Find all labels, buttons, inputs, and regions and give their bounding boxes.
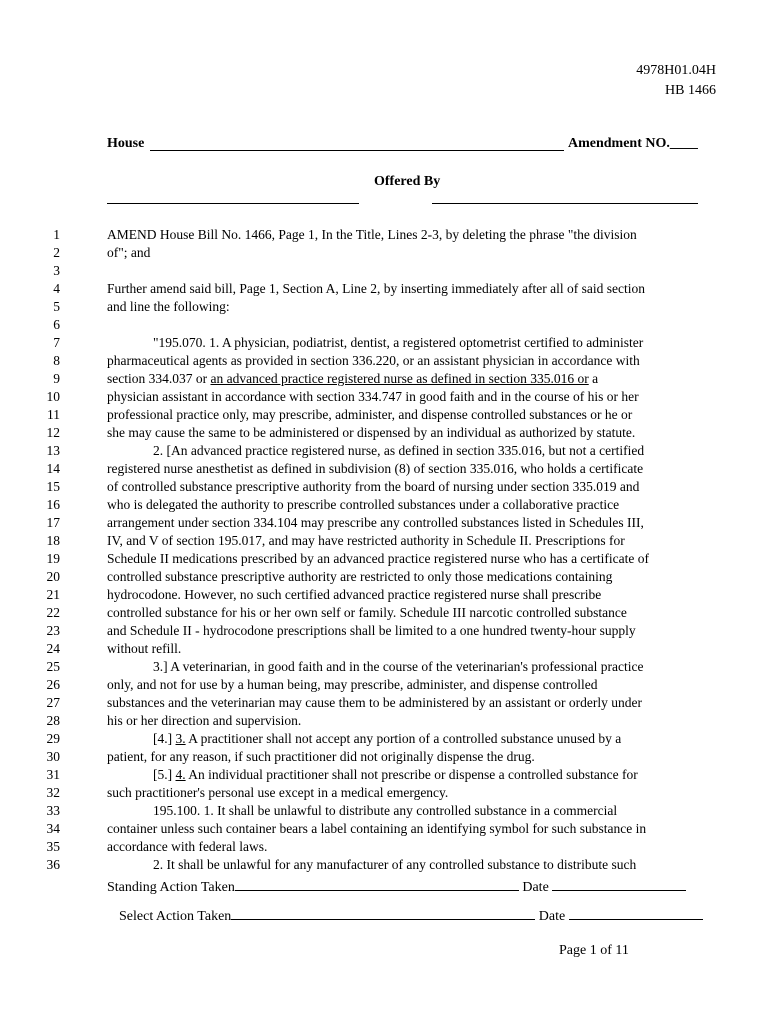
select-action-row (119, 907, 703, 925)
bill-number: HB 1466 (665, 83, 716, 98)
line-33 (0, 802, 770, 820)
amendment-number: Amendment NO.____ (568, 136, 698, 151)
line-4 (0, 280, 770, 298)
line-number: 13 (46, 443, 60, 458)
inserted-text: an advanced practice registered nurse as defined in section 335.016 or (210, 371, 589, 386)
line-text: arrangement under section 334.104 may prescribe any controlled substances listed in Schedules III, (107, 515, 644, 530)
line-text: and Schedule II - hydrocodone prescriptions shall be limited to a one hundred twenty-hour supply (107, 623, 636, 638)
line-text: and line the following: (107, 299, 230, 314)
line-number: 30 (46, 749, 60, 764)
line-text: such practitioner's personal use except in a medical emergency. (107, 785, 449, 800)
line-number: 16 (46, 497, 60, 512)
line-9 (0, 370, 770, 388)
line-number: 12 (46, 425, 60, 440)
line-number: 26 (46, 677, 60, 692)
line-number: 25 (46, 659, 60, 674)
line-text: [5.] 4. An individual practitioner shall not prescribe or dispense a controlled substance for (153, 767, 638, 782)
line-27 (0, 694, 770, 712)
line-23 (0, 622, 770, 640)
line-number: 35 (46, 839, 60, 854)
line-11 (0, 406, 770, 424)
line-number: 11 (47, 407, 60, 422)
standing-date-blank (552, 878, 686, 891)
line-number: 32 (46, 785, 60, 800)
line-14 (0, 460, 770, 478)
line-number: 6 (53, 317, 60, 332)
line-number: 3 (53, 263, 60, 278)
line-text: controlled substance prescriptive authority are restricted to only those medications containing (107, 569, 613, 584)
line-text: section 334.037 or an advanced practice registered nurse as defined in section 335.016 or a (107, 371, 599, 386)
standing-action-blank (235, 878, 519, 891)
line-number: 15 (46, 479, 60, 494)
line-text: she may cause the same to be administered or dispensed by an individual as authorized by statute. (107, 425, 636, 440)
line-6 (0, 316, 770, 334)
line-28 (0, 712, 770, 730)
line-text: registered nurse anesthetist as defined in subdivision (8) of section 335.016, who holds a certificate (107, 461, 644, 476)
standing-date-label: Date (522, 880, 549, 895)
line-number: 22 (46, 605, 60, 620)
line-18 (0, 532, 770, 550)
line-text: professional practice only, may prescribe, administer, and dispense controlled substances or he or (107, 407, 633, 422)
line-text: 3.] A veterinarian, in good faith and in the course of the veterinarian's professional practice (153, 659, 644, 674)
line-number: 4 (53, 281, 60, 296)
line-number: 17 (46, 515, 60, 530)
line-5 (0, 298, 770, 316)
line-number: 14 (46, 461, 60, 476)
line-8 (0, 352, 770, 370)
line-16 (0, 496, 770, 514)
line-2 (0, 244, 770, 262)
line-text: 2. [An advanced practice registered nurse, as defined in section 335.016, but not a certified (153, 443, 645, 458)
line-text: container unless such container bears a label containing an identifying symbol for such substance in (107, 821, 647, 836)
line-number: 2 (53, 245, 60, 260)
line-text: pharmaceutical agents as provided in section 336.220, or an assistant physician in accordance with (107, 353, 640, 368)
line-36 (0, 856, 770, 874)
line-text: only, and not for use by a human being, may prescribe, administer, and dispense controlled (107, 677, 598, 692)
line-29 (0, 730, 770, 748)
line-number: 36 (46, 857, 60, 872)
line-19 (0, 550, 770, 568)
line-10 (0, 388, 770, 406)
line-text: physician assistant in accordance with section 334.747 in good faith and in the course of his or her (107, 389, 639, 404)
line-number: 19 (46, 551, 60, 566)
line-number: 28 (46, 713, 60, 728)
offered-by-blank-1 (107, 203, 359, 204)
standing-action-label: Standing Action Taken (107, 880, 235, 895)
document-id: 4978H01.04H (636, 63, 716, 78)
line-number: 34 (46, 821, 60, 836)
line-text: of controlled substance prescriptive authority from the board of nursing under section 335.019 and (107, 479, 640, 494)
house-label: House (107, 136, 145, 151)
line-number: 23 (46, 623, 60, 638)
line-text: Further amend said bill, Page 1, Section A, Line 2, by inserting immediately after all of said section (107, 281, 646, 296)
line-text: [4.] 3. A practitioner shall not accept any portion of a controlled substance unused by a (153, 731, 622, 746)
line-1 (0, 226, 770, 244)
select-action-label: Select Action Taken (119, 909, 232, 924)
line-text: controlled substance for his or her own self or family. Schedule III narcotic controlled substance (107, 605, 627, 620)
line-26 (0, 676, 770, 694)
line-text: his or her direction and supervision. (107, 713, 302, 728)
line-text: hydrocodone. However, no such certified advanced practice registered nurse shall prescribe (107, 587, 602, 602)
line-20 (0, 568, 770, 586)
select-date-blank (569, 907, 703, 920)
line-3 (0, 262, 770, 280)
inserted-text: 3. (175, 731, 186, 746)
line-text: substances and the veterinarian may cause them to be administered by an assistant or orderly under (107, 695, 642, 710)
line-text: of"; and (107, 245, 151, 260)
line-text: who is delegated the authority to prescribe controlled substances under a collaborative practice (107, 497, 620, 512)
line-21 (0, 586, 770, 604)
line-text: Schedule II medications prescribed by an advanced practice registered nurse who has a certificate of (107, 551, 650, 566)
line-24 (0, 640, 770, 658)
line-number: 27 (46, 695, 60, 710)
line-7 (0, 334, 770, 352)
line-32 (0, 784, 770, 802)
line-text: IV, and V of section 195.017, and may have restricted authority in Schedule II. Prescriptions for (107, 533, 625, 548)
line-number: 1 (53, 227, 60, 242)
house-blank (150, 150, 564, 151)
line-22 (0, 604, 770, 622)
line-34 (0, 820, 770, 838)
line-30 (0, 748, 770, 766)
line-number: 5 (53, 299, 60, 314)
line-number: 31 (46, 767, 60, 782)
inserted-text: 4. (175, 767, 186, 782)
line-35 (0, 838, 770, 856)
line-text: patient, for any reason, if such practitioner did not originally dispense the drug. (107, 749, 535, 764)
line-text: 195.100. 1. It shall be unlawful to distribute any controlled substance in a commercial (153, 803, 618, 818)
line-text: accordance with federal laws. (107, 839, 268, 854)
offered-by: Offered By (374, 174, 441, 189)
line-number: 29 (46, 731, 60, 746)
page-number: Page 1 of 11 (559, 943, 629, 958)
line-31 (0, 766, 770, 784)
line-text: "195.070. 1. A physician, podiatrist, dentist, a registered optometrist certified to administer (153, 335, 644, 350)
line-text: AMEND House Bill No. 1466, Page 1, In the Title, Lines 2-3, by deleting the phrase "the division (107, 227, 637, 242)
line-number: 33 (46, 803, 60, 818)
select-action-blank (231, 907, 535, 920)
line-number: 9 (53, 371, 60, 386)
line-number: 21 (46, 587, 60, 602)
line-number: 10 (46, 389, 60, 404)
standing-action-row (107, 878, 686, 896)
line-number: 18 (46, 533, 60, 548)
line-25 (0, 658, 770, 676)
line-15 (0, 478, 770, 496)
line-text: 2. It shall be unlawful for any manufacturer of any controlled substance to distribute such (153, 857, 637, 872)
line-text: without refill. (107, 641, 182, 656)
select-date-label: Date (538, 909, 566, 924)
line-17 (0, 514, 770, 532)
offered-by-blank-2 (432, 203, 698, 204)
line-number: 7 (53, 335, 60, 350)
line-number: 24 (46, 641, 60, 656)
line-number: 8 (53, 353, 60, 368)
line-number: 20 (46, 569, 60, 584)
line-12 (0, 424, 770, 442)
line-13 (0, 442, 770, 460)
